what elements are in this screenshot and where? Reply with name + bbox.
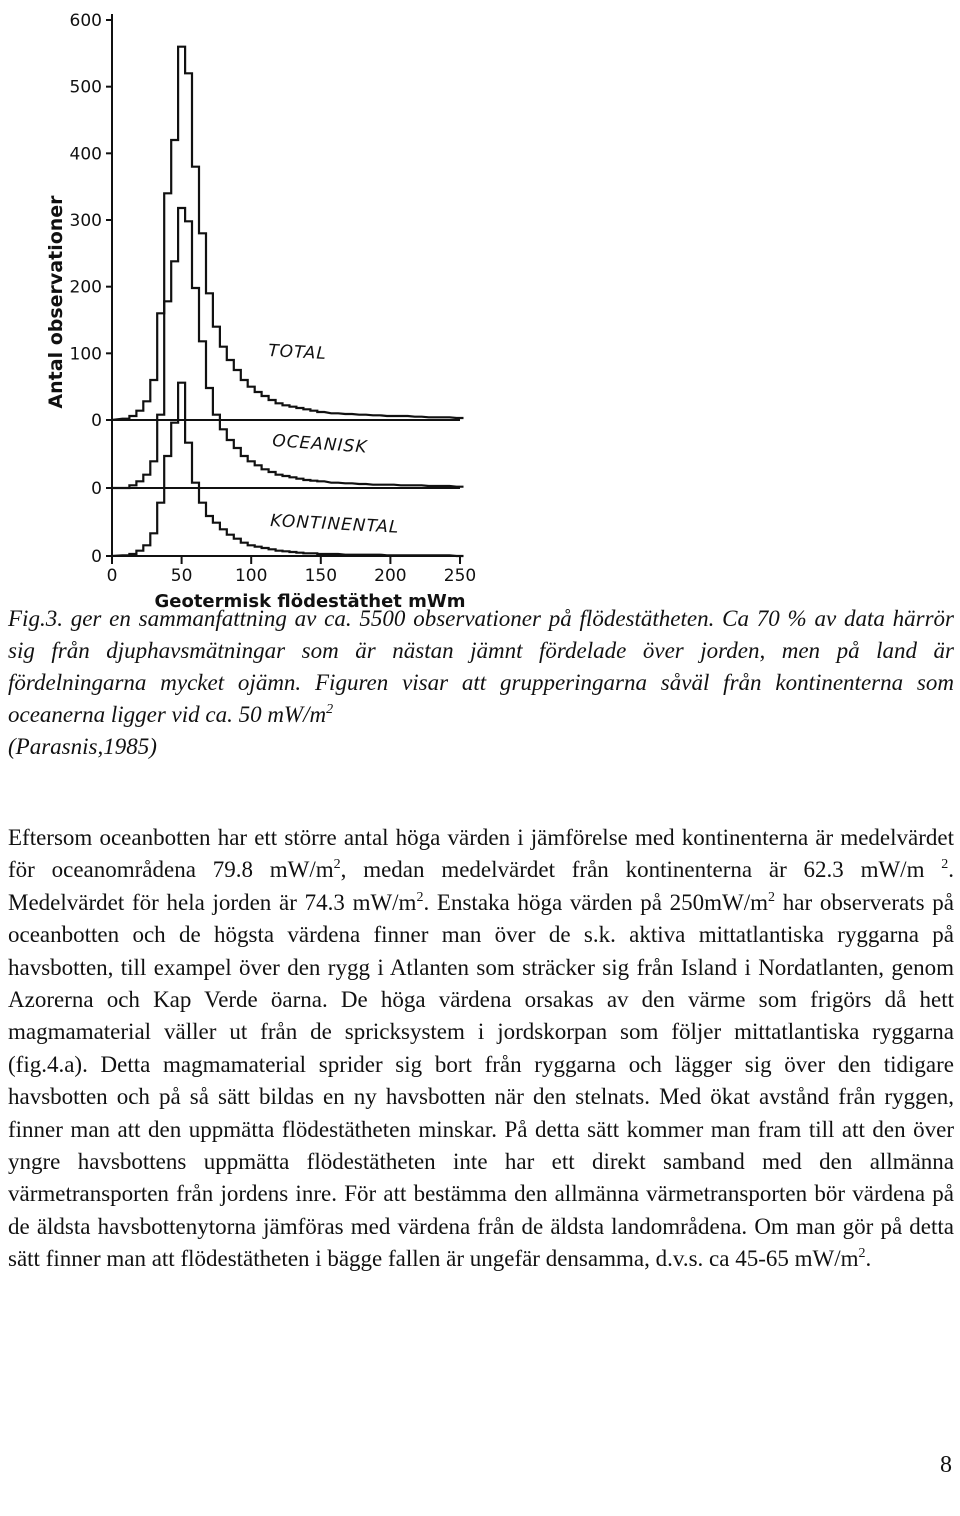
body-text-6: . <box>865 1246 872 1272</box>
heat-flow-histogram-figure <box>0 0 480 620</box>
panel-zero-label: 0 <box>91 479 102 499</box>
y-tick-label: 400 <box>69 144 102 165</box>
superscript-3: 2 <box>416 889 424 905</box>
body-paragraph <box>8 822 954 1276</box>
x-tick-label: 250 <box>443 566 477 586</box>
series-label-kontinental: KONTINENTAL <box>269 511 400 538</box>
panel-zero-label: 0 <box>91 547 102 567</box>
x-axis <box>107 556 477 586</box>
body-text-5: har observerats på oceanbotten och de högsta värdena finner man över de s.k. aktiva mittatlantiska ryggarna på havsbotten, till exampel över den rygg i Atlanten som sträcker sig från Island i Nordatlanten, genom Azorerna och Kap Verde öarna. De höga värdena orsakas av den värme som frigörs då hett magmamaterial väller ut från de spricksystem i jordskorpan som följer mittatlantiska ryggarna (fig.4.a). Detta magmamaterial sprider sig bort från ryggarna och lägger sig över den tidigare havsbotten och på så sätt bildas en ny havsbotten när den stelnats. Med ökat avstånd från ryggen, finner man att den uppmätta flödestätheten minskar. På detta sätt kommer man fram till att den över yngre havsbottens uppmätta flödestätheten inte har ett direkt samband med den allmänna värmetransporten från jordens inre. För att bestämma den allmänna värmetransporten bör värdena på de äldsta havsbottenytorna jämföras med värdena från de äldsta landområdena. Om man gör på detta sätt finner man att flödestätheten i bägge fallen är ungefär densamma, d.v.s. ca 45-65 mW/m <box>8 889 955 1272</box>
y-axis <box>70 11 112 567</box>
superscript-1: 2 <box>333 857 341 873</box>
series-label-oceanisk: OCEANISK <box>271 431 369 458</box>
y-tick-label: 500 <box>69 77 102 98</box>
series-label-total: TOTAL <box>267 341 328 365</box>
superscript-5: 2 <box>858 1246 866 1262</box>
body-text-4: . Enstaka höga värden på 250mW/m <box>423 889 769 915</box>
x-tick-label: 100 <box>234 566 268 586</box>
histogram-panels <box>112 47 464 556</box>
superscript-4: 2 <box>768 889 776 905</box>
y-tick-label: 600 <box>69 11 102 31</box>
body-text-1: Eftersom oceanbotten har ett större antal höga värden i jämförelse med kontinenterna är medelvärdet för oceanområdena 79.8 mW/m <box>8 825 954 883</box>
y-axis-label: Antal observationer <box>45 195 67 409</box>
y-tick-label: 100 <box>69 344 102 365</box>
y-tick-label: 0 <box>91 411 102 431</box>
x-tick-label: 200 <box>374 566 407 586</box>
body-text-3: . Medelvärdet för hela jorden är 74.3 mW/m <box>8 857 955 915</box>
x-tick-label: 50 <box>170 566 193 586</box>
body-text-2: , medan medelvärdet från kontinenterna är 62.3 mW/m <box>340 857 942 883</box>
x-axis-label: Geotermisk flödestäthet mWm <box>154 591 466 612</box>
caption-text: Fig.3. ger en sammanfattning av ca. 5500 observationer på flödestätheten. Ca 70 % av data härrör sig från djuphavsmätningar som är nästan jämnt fördelade över jorden, men på land är fördelningarna mycket ojämn. Figuren visar att grupperingarna såväl från kontinenterna som oceanerna ligger vid ca. 50 mW/m <box>8 606 954 727</box>
superscript-2: 2 <box>941 857 949 873</box>
x-tick-label: 150 <box>304 566 338 586</box>
page-number: 8 <box>940 1452 952 1478</box>
caption-citation: (Parasnis,1985) <box>8 734 157 759</box>
y-tick-label: 200 <box>69 277 102 298</box>
x-tick-label: 0 <box>106 566 118 586</box>
y-tick-label: 300 <box>69 211 102 231</box>
caption-superscript: 2 <box>326 702 334 717</box>
figure-caption <box>8 603 954 763</box>
